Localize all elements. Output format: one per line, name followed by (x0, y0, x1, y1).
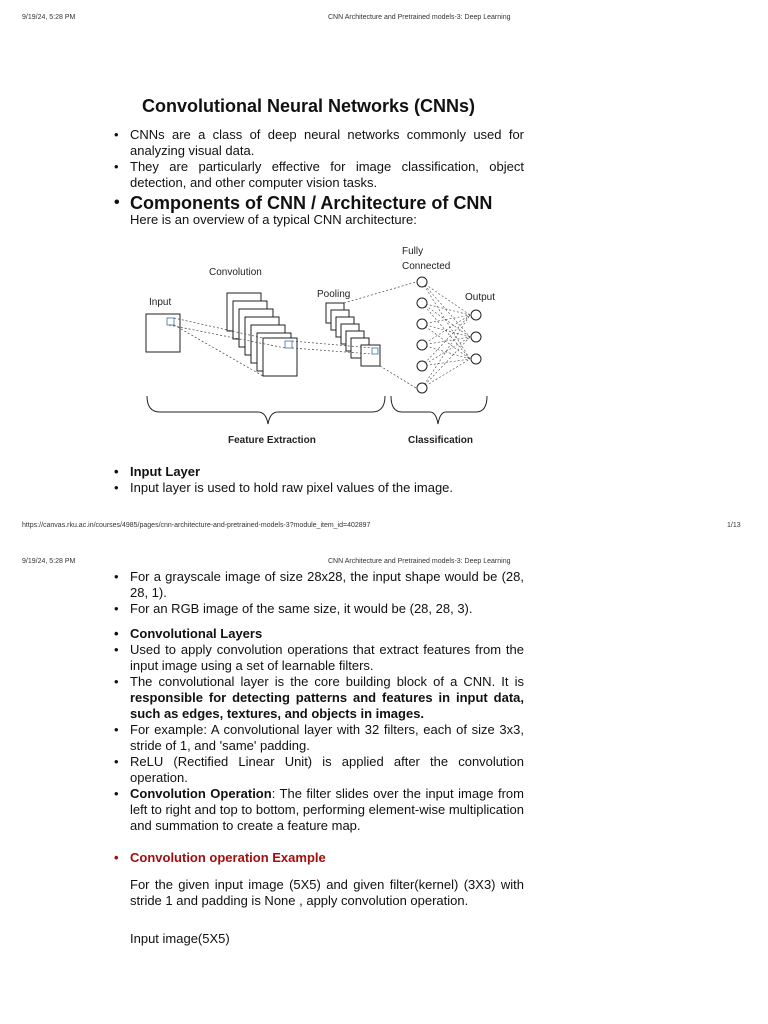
input-layer-text: • Input layer is used to hold raw pixel values of the image. (114, 480, 524, 496)
intro-bullet-2: • They are particularly effective for image classification, object detection, and other computer vision tasks. (114, 159, 524, 191)
conv-core-bold: responsible for detecting patterns and features in input data, such as edges, textures, and objects in images. (130, 690, 524, 721)
conv-op-bold: Convolution Operation (130, 786, 272, 801)
fc-nodes (417, 277, 427, 393)
intro-bullet-1: • CNNs are a class of deep neural networks commonly used for analyzing visual data. (114, 127, 524, 159)
conv-core-bullet (114, 674, 524, 722)
print-doc-title: CNN Architecture and Pretrained models-3: Deep Learning (328, 14, 511, 21)
conv-op-bullet (114, 786, 524, 834)
input-layer-heading: • Input Layer (114, 464, 524, 480)
label-classification: Classification (408, 435, 474, 446)
conv-core-prefix: The convolutional layer is the core building block of a CNN. It is (130, 674, 524, 689)
label-convolution: Convolution (209, 267, 262, 278)
print-datetime-2: 9/19/24, 5:28 PM (22, 558, 76, 565)
footer-page-number: 1/13 (727, 522, 741, 529)
intro-list (114, 127, 524, 213)
pooling-feature-maps (326, 303, 380, 366)
conv-used-bullet: • Used to apply convolution operations that extract features from the input image using a set of learnable filters. (114, 642, 524, 674)
label-pooling: Pooling (317, 289, 351, 300)
grayscale-shape-bullet: • For a grayscale image of size 28x28, the input shape would be (28, 28, 1). (114, 569, 524, 601)
example-heading: • Convolution operation Example (114, 850, 524, 866)
example-text: For the given input image (5X5) and given filter(kernel) (3X3) with stride 1 and padding is None , apply convolution operation. (130, 877, 524, 908)
print-doc-title-2: CNN Architecture and Pretrained models-3: Deep Learning (328, 558, 511, 565)
page-title: Convolutional Neural Networks (CNNs) (142, 96, 476, 116)
conv-op-text: : The filter slides over the input image from left to right and top to bottom, performing element-wise multiplication and summation to create a feature map. (130, 786, 524, 833)
cnn-architecture-diagram (140, 238, 510, 450)
label-connected: Connected (402, 261, 451, 272)
input-receptive-field (167, 318, 174, 325)
relu-bullet: • ReLU (Rectified Linear Unit) is applied after the convolution operation. (114, 754, 524, 786)
conv-layers-heading: • Convolutional Layers (114, 626, 524, 642)
input-image-box (146, 314, 180, 352)
rgb-shape-bullet: • For an RGB image of the same size, it would be (28, 28, 3). (114, 601, 524, 617)
input-shape-list (114, 569, 524, 617)
label-input: Input (149, 297, 172, 308)
classification-brace (391, 396, 487, 424)
output-nodes (471, 310, 481, 364)
conv-example-bullet: • For example: A convolutional layer with 32 filters, each of size 3x3, stride of 1, and 'same' padding. (114, 722, 524, 754)
label-fully: Fully (402, 246, 424, 257)
label-feature-extraction: Feature Extraction (228, 435, 316, 446)
components-heading: • Components of CNN / Architecture of CNN (114, 193, 524, 213)
convolution-feature-maps (227, 293, 297, 376)
overview-text: Here is an overview of a typical CNN architecture: (130, 212, 417, 227)
example-list (114, 850, 524, 866)
fc-edges (422, 282, 470, 388)
label-output: Output (465, 292, 496, 303)
print-datetime: 9/19/24, 5:28 PM (22, 14, 76, 21)
conv-layers-list (114, 626, 524, 834)
input-image-label: Input image(5X5) (130, 931, 230, 946)
conv-receptive-field (285, 341, 292, 348)
footer-url[interactable]: https://canvas.rku.ac.in/courses/4985/pages/cnn-architecture-and-pretrained-models-3?module_item_id=402897 (22, 522, 371, 529)
input-layer-list (114, 464, 524, 496)
feature-extraction-brace (147, 396, 385, 424)
